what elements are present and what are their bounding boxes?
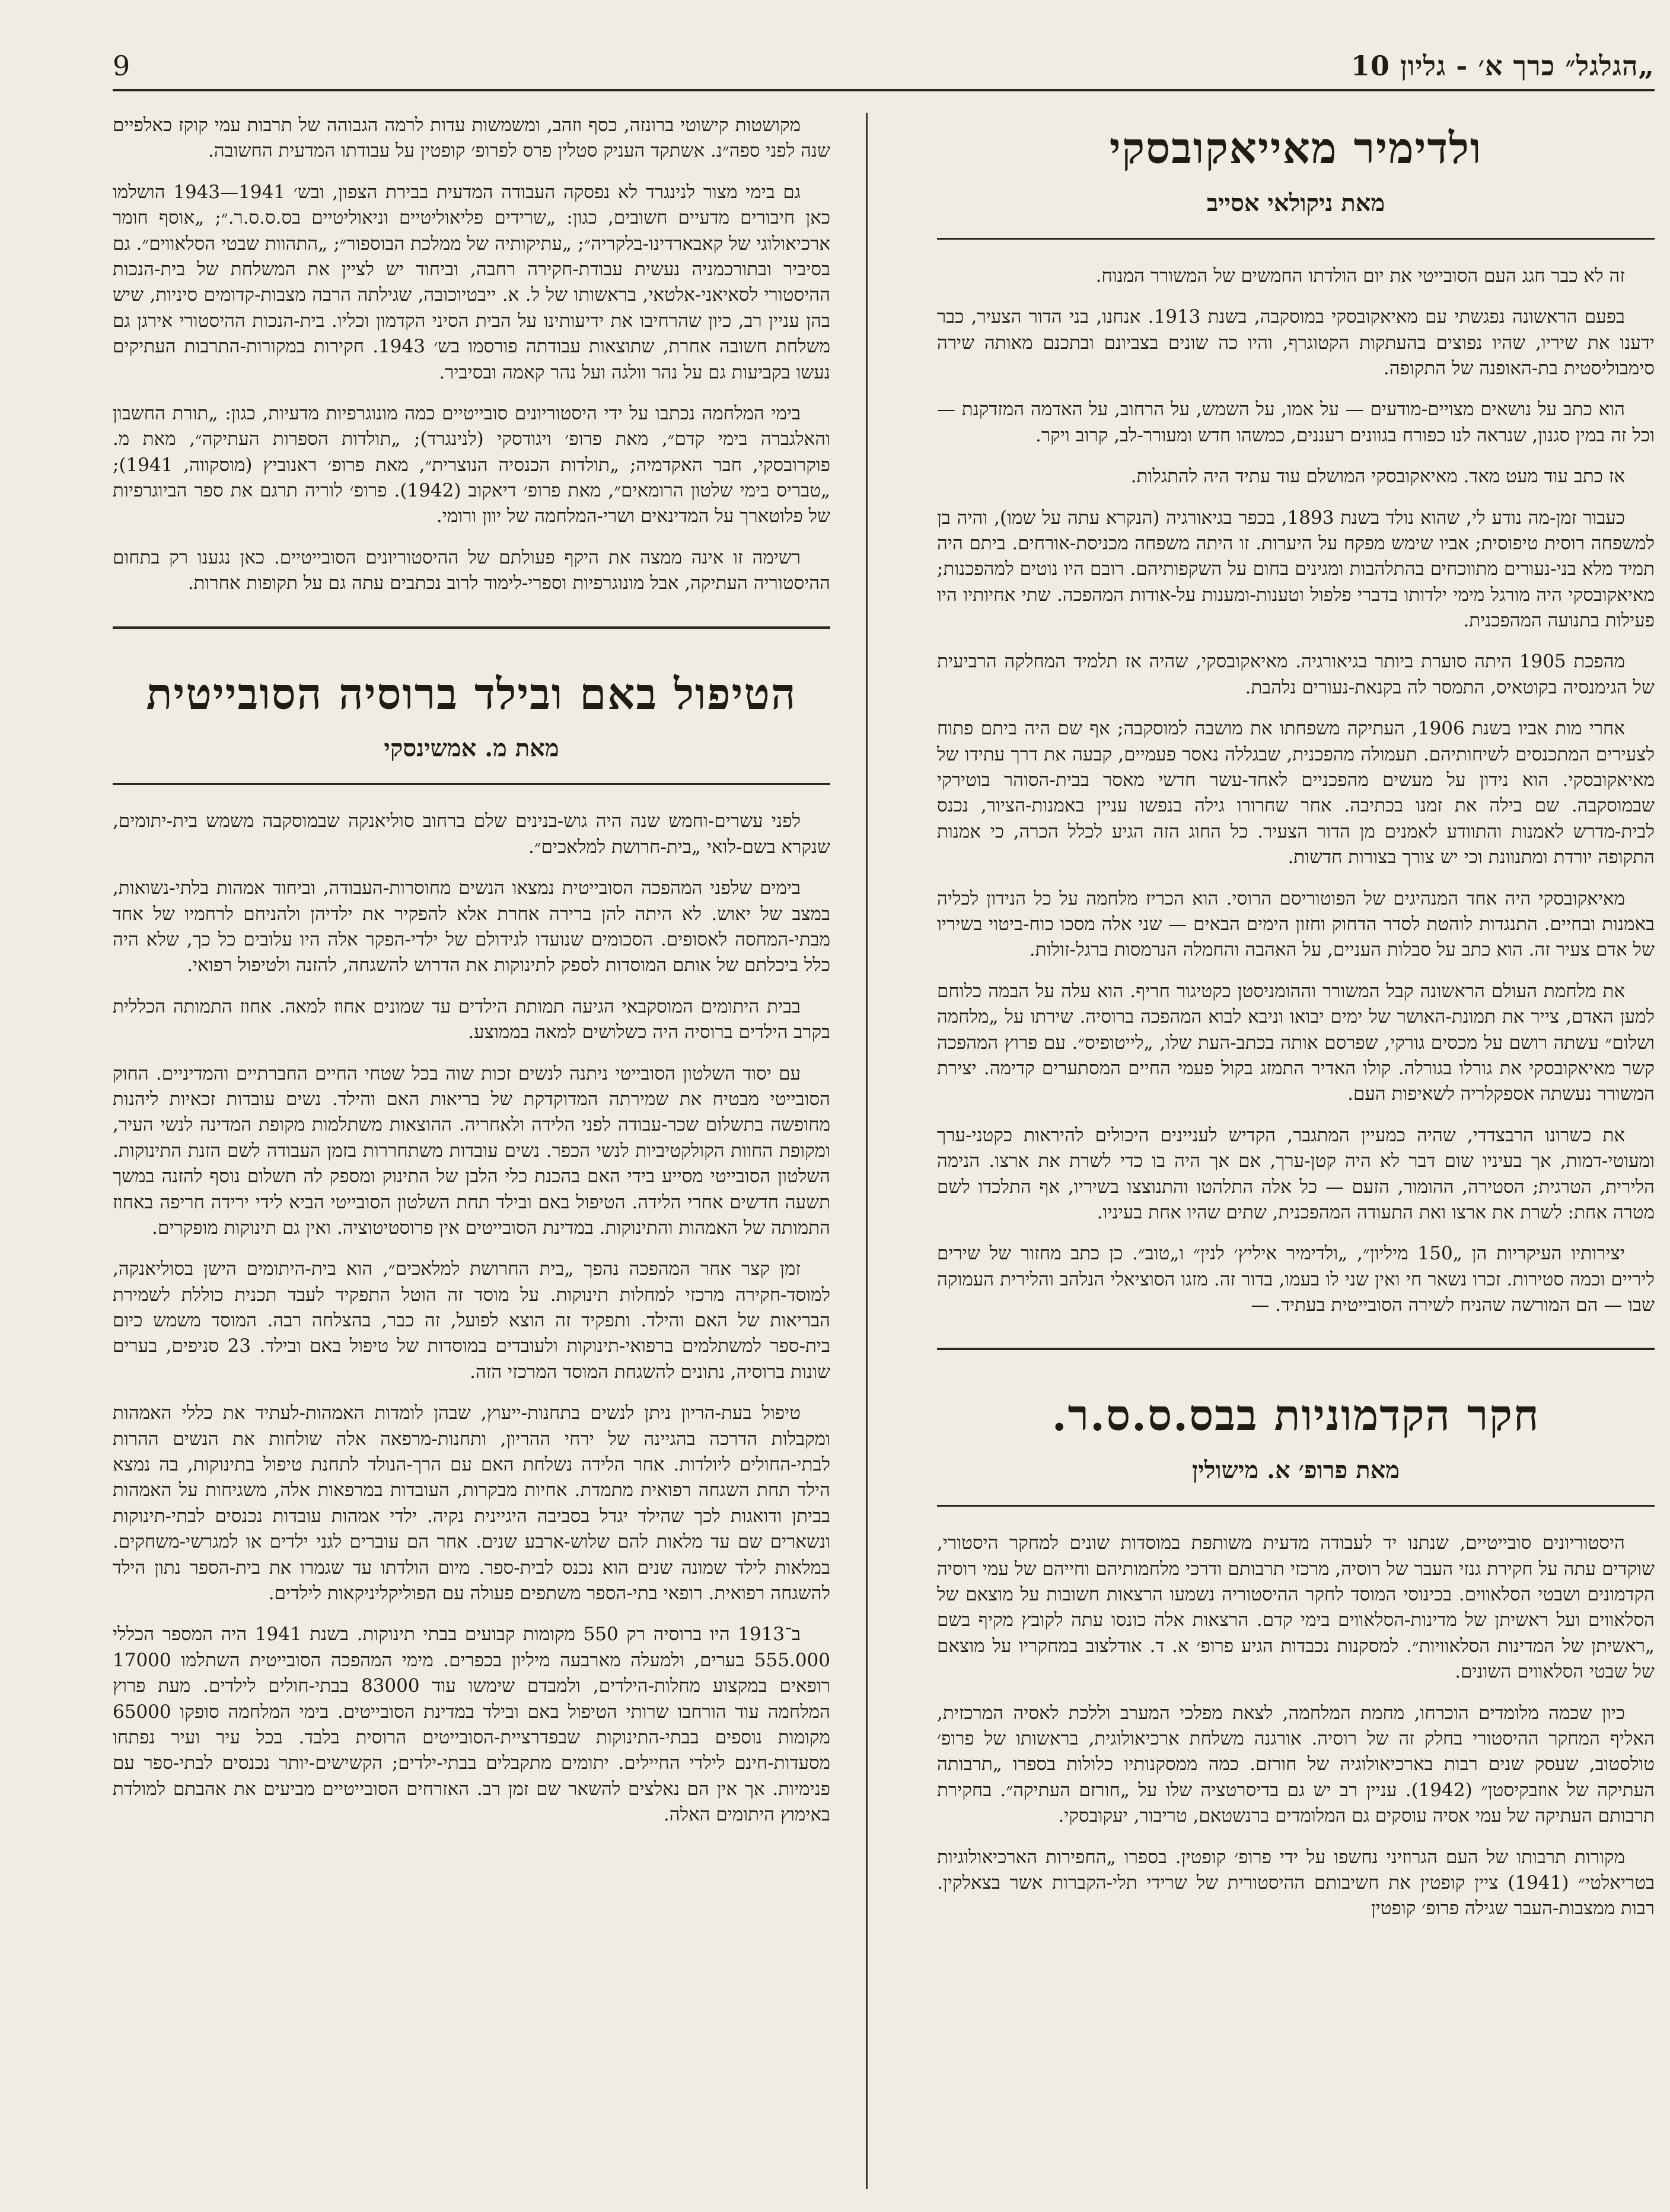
running-title: „הגלגל״ כרך א׳ - גליון 10 bbox=[1350, 50, 1655, 82]
paragraph: טיפול בעת-הריון ניתן לנשים בתחנות-ייעוץ, שבהן לומדות האמהות-לעתיד את כללי האמהות ומקבלות הדרכה בהגיינה של ירחי ההריון, ותחנות-מרפאה אלה שולחות את הנשים ההרות לבתי-החולים ליולדות. אחר הלידה נשלחת האם עם הרך-הנולד לתחנת טיפול בתינוקות, בה נמצא הילד תחת השגחה רפואית מתמדת. אחיות מבקרות, העובדות במרפאות אלה, משגיחות על האמהות בביתן ודואגות לכך שהילד יגדל בסביבה היגיינית נקיה. ילדי אמהות עובדות נכנסים לבתי-תינוקות ונשארים שם עד מלאות להם שלוש-ארבע שנים. אחר הם עוברים לגני ילדים או למגרשי-משחקים. במלאות לילד שמונה שנים הוא נכנס לבית-ספר. מיום הולדתו עד שגמרו את בית-הספר נתון הילד להשגחה רפואית. רופאי בתי-הספר משתפים פעולה עם הפוליקליניקאות לילדים. bbox=[113, 1402, 830, 1604]
paragraph: זה לא כבר חגג העם הסובייטי את יום הולדתו החמשים של המשורר המנוח. bbox=[1095, 265, 1625, 287]
paragraph: לפני עשרים-וחמש שנה היה גוש-בנינים שלם ברחוב סוליאנקה שבמוסקבה משמש בית-יתומים, שנקרא בשם-לואי „בית-חרושת למלאכים״. bbox=[113, 810, 830, 858]
paragraph: כעבור זמן-מה נודע לי, שהוא נולד בשנת 1893, בכפר בגיאורגיה (הנקרא עתה על שמו), והיה בן למשפחה רוסית טיפוסית; אביו שימש מפקח על היערות. זו היתה משפחה מכניסת-אורחים. ביתם היה תמיד מלא בני-נעורים מתווכחים בהתלהבות ומגינים בחום על השקפותיהם. רובם היו נוטים למהפכנות; מאיאקובסקי היה מורגל מימי ילדותו בדברי פלפול וטענות-ומענות על-אודות המהפכה. שתי אחיותיו היו פעילות בתנועה המהפכנית. bbox=[937, 507, 1655, 632]
paragraph: מהפכת 1905 היתה סוערת ביותר בגיאורגיה. מאיאקובסקי, שהיה אז תלמיד המחלקה הרביעית של הגימנסיה בקוטאיס, התמסר לה בקנאת-נעורים נלהבת. bbox=[937, 651, 1655, 698]
article-byline: מאת פרופ׳ א. מישולין bbox=[1192, 1456, 1400, 1485]
paragraph: גם בימי מצור לנינגרד לא נפסקה העבודה המדעית בבירת הצפון, ובש׳ 1941—1943 הושלמו כאן חיבורים מדעיים חשובים, כגון: „שרידים פליאוליטיים וניאוליטיים בס.ס.ס.ר.״; „אוסף חומר ארכיאולוגי של קאבארדינו-בלקריה״; „עתיקותיה של ממלכת הבוספור״; „התהוות שבטי הסלאווים״. גם בסיביר ובתורכמניה נעשית עבודת-חקירה רחבה, וביחוד יש לציין את המשלחת של בית-הנכות ההיסטורי לסאיאני-אלטאי, בראשותו של ל. א. ייבטיוכובה, שגילתה הרבה מצבות-קדומים סיניות, שיש בהן עניין רב, כיון שהרחיבו את ידיעותינו על הבית הסיני הקדמון וכליו. בית-הנכות ההיסטורי אירגן גם משלחת חשובה אחרת, שתוצאות עבודתה פורסמו בש׳ 1943. חקירות במקורות-התרבות העתיקים נעשו בקביעות גם על נהר וולגה ועל נהר קאמה ובסיביר. bbox=[113, 181, 830, 383]
article-byline: מאת ניקולאי אסייב bbox=[1206, 189, 1385, 217]
article-title: חקר הקדמוניות בבס.ס.ס.ר. bbox=[1051, 1390, 1540, 1441]
paragraph: מאיאקובסקי היה אחד המנהיגים של הפוטוריסם הרוסי. הוא הכריז מלחמה על כל הנידון לכליה באמנות ובחיים. התנגדות לוהטת לסדר הדחוק וחזון הימים הבאים — שני אלה מסכו כוח-ביטוי בשיריו של אדם צעיר זה. הוא כתב על סבלות העניים, על האהבה והחמלה הנרמסות ברגל-זולות. bbox=[937, 887, 1655, 961]
paragraph: זמן קצר אחר המהפכה נהפך „בית החרושת למלאכים״, הוא בית-היתומים הישן בסוליאנקה, למוסד-חקירה מרכזי למחלות תינוקות. על מוסד זה הוטל התפקיד לעבד תכנית כוללת לשמירת הבריאות של האם והילד. ותפקיד זה הוצא לפועל, זה כבר, בהצלחה רבה. המוסד משמש כיום בית-ספר למשתלמים ברפואי-תינוקות ולעובדים במוסדות של טיפול באם ובילד. 23 סניפים, בערים שונות ברוסיה, נתונים להשגחת המוסד המרכזי הזה. bbox=[113, 1258, 830, 1383]
article-title: הטיפול באם ובילד ברוסיה הסובייטית bbox=[146, 668, 797, 719]
right-column bbox=[937, 113, 1655, 1952]
paragraph: ב־1913 היו ברוסיה רק 550 מקומות קבועים בבתי תינוקות. בשנת 1941 היה המספר הכללי 555.000 בערים, ולמעלה מארבעה מיליון בכפרים. מימי המהפכה הסובייטית השתלמו 17000 רופאים במקצוע מחלות-הילדים, ולמבדם שימשו עוד 83000 בבתי-חולים לילדים. מעת פרוץ המלחמה עוד הורחבו שרותי הטיפול באם ובילד במדינת הסובייטים. בימי המלחמה סופקו 65000 מקומות נוספים בבתי-התינוקות שבפדרציית-הסובייטים הרוסית בלבד. בכל עיר ועיר נפתחו מסעדות-חינם לילדי החיילים. יתומים מתקבלים בבתי-ילדים; הקשישים-יותר נכנסים לבתי-ספר עם פנימיות. אך אין הם נאלצים להשאר שם זמן רב. האזרחים הסובייטיים מביעים את אהבתם למולדת באימוץ היתומים האלה. bbox=[113, 1624, 831, 1826]
paragraph: עם יסוד השלטון הסובייטי ניתנה לנשים זכות שוה בכל שטחי החיים החברתיים והמדיניים. החוק הסובייטי מבטיח את שמירתה המדוקדקת של בריאות האם והילד. נשים עובדות זכאיות ליהנות מחופשה בתשלום שכר-עבודה לפני הלידה ולאחריה. ההוצאות משתלמות מקופת המדינה לנשי העיר, ומקופת החוות הקולקטיביות לנשי הכפר. נשים עובדות משתחררות בזמן העבודה לשם הזנת התינוקות. השלטון הסובייטי מסייע בידי האם בהכנת כלי הלבן של התינוק ומספק לה תשלום נוסף להזנה במשך תשעה חדשים אחרי הלידה. הטיפול באם ובילד תחת השלטון הסובייטי הביא לידי ירידה חריפה באחוז התמותה של האמהות והתינוקות. במדינת הסובייטים אין פרוסטיטוציה. ואין גם תינוקות מופקרים. bbox=[113, 1062, 830, 1239]
paragraph: מקושטות קישוטי ברונזה, כסף וזהב, ומשמשות עדות לרמה הגבוהה של תרבות עמי קוקז כאלפיים שנה לפני ספה״נ. אשתקד העניק סטלין פרס לפרופ׳ קופטין על עבודתו המדעית החשובה. bbox=[113, 114, 830, 162]
paragraph: היסטוריונים סובייטיים, שנתנו יד לעבודה מדעית משותפת במוסדות שונים למחקר היסטורי, שוקדים עתה על חקירת גנזי העבר של רוסיה, מרכזי תרבותם ודרכי מלחמותיהם וחייהם של עמי רוסיה הקדמונים ושבטי הסלאווים. בכינוסי המוסד לחקר ההיסטוריה נשמעו הרצאות חשובות על מוצאם של הסלאווים ועל ראשיתן של מדינות-הסלאווים בימי קדם. הרצאות אלה כונסו עתה לקובץ מקיף בשם „ראשיתן של המדינות הסלאוויות״. למסקנות נכבדות הגיע פרופ׳ א. ד. אודלצוב במחקריו על מוצאם של שבטי הסלאווים השונים. bbox=[937, 1532, 1655, 1683]
byline-rule bbox=[937, 238, 1655, 240]
article-mayakovsky bbox=[937, 119, 1655, 1318]
article-byline: מאת מ. אמשינסקי bbox=[384, 734, 559, 763]
paragraph: בימי המלחמה נכתבו על ידי היסטוריונים סובייטיים כמה מונוגרפיות מדעיות, כגון: „תורת החשבון והאלגברה בימי קדם״, מאת פרופ׳ ויגודסקי (לנינגרד); „תולדות הספרות העתיקה״, מאת מ. פוקרובסקי, חבר האקדמיה; „תולדות הכנסיה הנוצרית״, מאת פרופ׳ ראנוביץ (מוסקווה, 1941); „טבריס בימי שלטון הרומאים״, מאת פרופ׳ דיאקוב (1942). פרופ׳ לוריה תרגם את ספר הביוגרפיות של פלוטארך על המדינאים ושרי-המלחמה של יוון ורומי. bbox=[113, 402, 830, 527]
paragraph: רשימה זו אינה ממצה את היקף פעולתם של ההיסטוריונים הסובייטיים. כאן נגענו רק בתחום ההיסטוריה העתיקה, אבל מונוגרפיות וספרי-לימוד לרוב נכתבים עתה גם על תקופות אחרות. bbox=[113, 546, 830, 594]
byline-rule bbox=[113, 783, 830, 785]
paragraph: מקורות תרבותו של העם הגרוזיני נחשפו על ידי פרופ׳ קופטין. בספרו „החפירות הארכיאולוגיות בטריאלטי״ (1941) ציין קופטין את חשיבותם ההיסטורית של שרידי תלי-הקברות אשר בצאלקין. רבות ממצבות-העבר שגילה פרופ׳ קופטין bbox=[937, 1846, 1655, 1920]
column-rule bbox=[866, 113, 868, 2189]
page-header bbox=[113, 47, 1655, 91]
paragraph: אז כתב עוד מעט מאד. מאיאקובסקי המושלם עוד עתיד היה להתגלות. bbox=[1130, 466, 1625, 488]
page-number: 9 bbox=[113, 50, 130, 82]
newspaper-page bbox=[89, 24, 1655, 2189]
section-divider bbox=[113, 626, 830, 629]
paragraph: בבית היתומים המוסקבאי הגיעה תמותת הילדים עד שמונים אחוז למאה. אחוז התמותה הכללית בקרב הילדים ברוסיה היה כשלושים למאה בממוצע. bbox=[113, 995, 830, 1043]
paragraph: אחרי מות אביו בשנת 1906, העתיקה משפחתו את מושבה למוסקבה; אף שם היה ביתם פתוח לצעירים המתכנסים לשיחותיהם. תעמולה מהפכנית, שבגללה נאסר פעמיים, קבעה את דרך עתידו של מאיאקובסקי. הוא נידון על מעשים מהפכניים לאחד-עשר חדשי מאסר בבית-הסוהר בוטירקי שבמוסקבה. שם בילה את זמנו בכתיבה. אחר שחרורו גילה בנפשו עניין באמנות-הציור, נכנס לבית-מדרש לאמנות והתוודע לאמנים מן הדור הצעיר. כל החוג הזה הגיע לכלל הכרה, כי אמנות התקופה יורדת ומתנוונת וכי יש צורך בצורות חדשות. bbox=[937, 718, 1655, 868]
left-column bbox=[113, 113, 830, 1858]
paragraph: בימים שלפני המהפכה הסובייטית נמצאו הנשים מחוסרות-העבודה, וביחוד אמהות בלתי-נשואות, במצב של יאוש. לא היתה להן ברירה אחרת אלא להפקיר את ילדיהן ולהניחם לרחמיו של אחד מבתי-המחסה לאסופים. הסכומים שנועדו לגידולם של ילדי-הפקר אלה היו עלובים כל כך, שלא היה כלל ביכלתם של אותם המוסדות לספק לתינוקות את הדרוש להשגחה, להזנה ולטיפול רפואי. bbox=[113, 877, 830, 976]
paragraph: את כשרונו הרבצדדי, שהיה כמעיין המתגבר, הקדיש לעניינים היכולים להיראות כקטני-ערך ומעוטי-דמות, אך בעיניו שום דבר לא היה קטן-ערך, אם אך היה בו כדי לשרת את ארצו. הנימה הלירית, הטרגית; הסטירה, ההומור, הזעם — כל אלה התלהטו והתנוצצו בשיריו, אף התלכדו לשם מטרה אחת: לשרת את ארצו ואת התעודה המהפכנית, שתים שהיו אחת בעיניו. bbox=[937, 1124, 1655, 1223]
article-childcare bbox=[113, 664, 830, 1828]
paragraph: יצירותיו העיקריות הן „150 מיליון״, „ולדימיר איליץ׳ לנין״ ו„טוב״. כן כתב מחזור של שירים ליריים וכמה סטירות. זכרו נשאר חי ואין שני לו בעמו, בדור זה. מזגו הסוציאלי הנלהב והלירית העמוקה שבו — הם המורשה שהניח לשירה הסובייטית בעתיד. — bbox=[937, 1243, 1655, 1316]
article-archaeology bbox=[937, 1386, 1655, 1921]
byline-rule bbox=[937, 1505, 1655, 1507]
paragraph: כיון שכמה מלומדים הוכרחו, מחמת המלחמה, לצאת מפלכי המערב וללכת לאסיה המרכזית, האליף המחקר ההיסטורי בחלק זה של רוסיה. אורגנה משלחת ארכיאולוגית, בראשותו של פרופ׳ טולסטוב, שעסק שנים רבות בארכיאולוגיה של חורזם. כמה ממסקנותיו כלולות בספרו „תרבותה העתיקה של אוזבקיסטן״ (1942). עניין רב יש גם בדיסרטציה שלו על „חורזם העתיקה״. בחקירת תרבותם העתיקה של עמי אסיה עוסקים גם המלומדים ברנשטאם, טריבור, יעקובסקי. bbox=[937, 1702, 1655, 1827]
paragraph: בפעם הראשונה נפגשתי עם מאיאקובסקי במוסקבה, בשנת 1913. אנחנו, בני הדור הצעיר, כבר ידענו את שיריו, שהיו נפוצים בהעתקות הקטוגרף, והיו כה שונים בצביונם ובתכנם מאותה שירה סימבוליסטית בת-האופנה של התקופה. bbox=[937, 306, 1655, 379]
article-archaeology-continued bbox=[113, 113, 830, 597]
paragraph: את מלחמת העולם הראשונה קבל המשורר וההומניסטן כקטיגור חריף. הוא עלה על הבמה כלוחם למען האדם, צייר את תמונת-האושר של ימים יבואו וניבא לבוא המהפכה ברוסיה. שירתו על „מלחמה ושלום״ עשתה רושם על מכסים גורקי, שפרסם אותה בכתב-העת שלו, „לייטופיס״. עם פרוץ המהפכה קשר מאיאקובסקי את גורלו בגורלה. קולו האדיר התמזג בקול פעמי החיים המסתערים קדימה. יצירת המשורר נעשתה אספקלריה לשאיפות העם. bbox=[937, 980, 1655, 1105]
article-title: ולדימיר מאייאקובסקי bbox=[1109, 123, 1483, 173]
section-divider bbox=[937, 1348, 1655, 1350]
paragraph: הוא כתב על נושאים מצויים-מודעים — על אמו, על השמש, על הרחוב, על האדמה המזדקנת — וכל זה במין סגנון, שנראה לנו כפורח בגוונים רעננים, כמשהו חדש ומעורר-לב, קרוב ויקר. bbox=[937, 399, 1655, 446]
